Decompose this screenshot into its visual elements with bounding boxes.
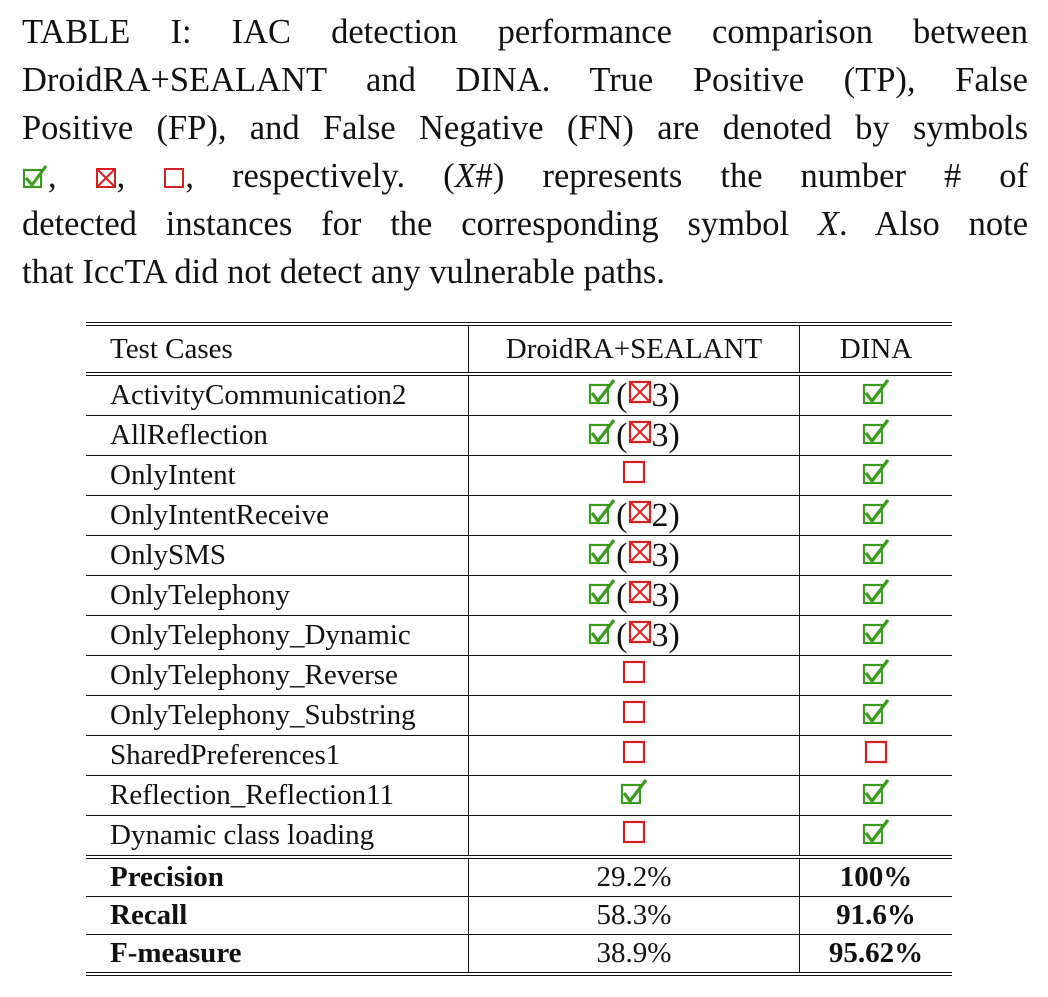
dina-result <box>800 816 953 858</box>
metric-droidra-value: 58.3% <box>469 897 800 935</box>
droidra-result <box>469 696 800 736</box>
table-row <box>86 616 952 656</box>
metric-dina-value: 91.6% <box>800 897 953 935</box>
checked-box-icon <box>862 419 890 453</box>
empty-box-icon <box>864 739 888 773</box>
caption-line-4 <box>22 152 1028 200</box>
test-case-name: OnlyTelephony <box>86 576 469 616</box>
dina-result <box>800 374 953 416</box>
results-table-container <box>86 322 952 976</box>
empty-box-icon <box>622 459 646 493</box>
table-body <box>86 374 952 974</box>
open-paren: ( <box>616 496 628 534</box>
table-row <box>86 816 952 858</box>
table-row <box>86 496 952 536</box>
checked-box-icon <box>588 379 616 413</box>
caption-line-2: DroidRA+SEALANT and DINA. True Positive (TP), False <box>22 61 1028 99</box>
checked-box-icon <box>862 579 890 613</box>
droidra-result <box>469 374 800 416</box>
dina-result <box>800 576 953 616</box>
test-case-name: SharedPreferences1 <box>86 736 469 776</box>
test-case-name: OnlyIntent <box>86 456 469 496</box>
table-row <box>86 736 952 776</box>
close-paren: ) <box>668 616 680 654</box>
dina-result <box>800 696 953 736</box>
test-case-name: OnlyTelephony_Substring <box>86 696 469 736</box>
test-case-name: OnlySMS <box>86 536 469 576</box>
droidra-result <box>469 416 800 456</box>
close-paren: ) <box>668 416 680 454</box>
open-paren: ( <box>616 536 628 574</box>
metric-droidra-value: 38.9% <box>469 935 800 975</box>
test-case-name: OnlyIntentReceive <box>86 496 469 536</box>
dina-result <box>800 496 953 536</box>
metric-label: Recall <box>86 897 469 935</box>
header-droidra: DroidRA+SEALANT <box>469 324 800 374</box>
droidra-result <box>469 496 800 536</box>
table-row <box>86 456 952 496</box>
table-header-row <box>86 324 952 374</box>
test-case-name: OnlyTelephony_Reverse <box>86 656 469 696</box>
checked-box-icon <box>588 539 616 573</box>
table-row <box>86 696 952 736</box>
checked-box-icon <box>588 499 616 533</box>
caption-line-4a: , respectively. ( <box>185 157 455 195</box>
checked-box-icon <box>588 419 616 453</box>
caption-var-x: X <box>454 157 476 195</box>
fp-symbol-icon <box>95 154 117 202</box>
caption-line-5 <box>22 200 1028 248</box>
open-paren: ( <box>616 416 628 454</box>
metric-row <box>86 857 952 897</box>
test-case-name: AllReflection <box>86 416 469 456</box>
table-row <box>86 374 952 416</box>
close-paren: ) <box>668 376 680 414</box>
checked-box-icon <box>862 459 890 493</box>
test-case-name: OnlyTelephony_Dynamic <box>86 616 469 656</box>
dina-result <box>800 656 953 696</box>
crossed-box-icon <box>628 619 652 653</box>
header-dina: DINA <box>839 332 913 365</box>
checked-box-icon <box>862 619 890 653</box>
empty-box-icon <box>622 819 646 853</box>
checked-box-icon <box>862 779 890 813</box>
empty-box-icon <box>622 739 646 773</box>
tp-symbol-icon <box>22 154 48 202</box>
header-test-cases: Test Cases <box>86 324 469 374</box>
caption-line-4b: represents the number # of <box>504 157 1028 195</box>
dina-result <box>800 736 953 776</box>
fp-count: 3 <box>651 576 669 614</box>
fp-count: 3 <box>651 416 669 454</box>
dina-result <box>800 776 953 816</box>
droidra-result <box>469 776 800 816</box>
fn-symbol-icon <box>163 154 185 202</box>
crossed-box-icon <box>628 539 652 573</box>
checked-box-icon <box>588 619 616 653</box>
caption-var-x2: X <box>817 205 839 243</box>
table-row <box>86 776 952 816</box>
dina-result <box>800 616 953 656</box>
caption-sep-2: , <box>116 157 126 195</box>
fp-count: 3 <box>651 616 669 654</box>
results-table <box>86 322 952 976</box>
crossed-box-icon <box>628 579 652 613</box>
droidra-result <box>469 456 800 496</box>
open-paren: ( <box>616 576 628 614</box>
checked-box-icon <box>862 539 890 573</box>
droidra-result <box>469 536 800 576</box>
droidra-result <box>469 616 800 656</box>
fp-count: 3 <box>651 536 669 574</box>
test-case-name: ActivityCommunication2 <box>86 374 469 416</box>
open-paren: ( <box>616 616 628 654</box>
fp-count: 3 <box>651 376 669 414</box>
close-paren: ) <box>668 576 680 614</box>
metric-row <box>86 897 952 935</box>
checked-box-icon <box>862 699 890 733</box>
caption-line-3: Positive (FP), and False Negative (FN) are denoted by symbols <box>22 109 1028 147</box>
dina-result <box>800 416 953 456</box>
metric-label: F-measure <box>86 935 469 975</box>
crossed-box-icon <box>628 379 652 413</box>
table-row <box>86 416 952 456</box>
empty-box-icon <box>622 699 646 733</box>
checked-box-icon <box>862 819 890 853</box>
close-paren: ) <box>668 496 680 534</box>
dina-result <box>800 456 953 496</box>
droidra-result <box>469 576 800 616</box>
test-case-name: Dynamic class loading <box>86 816 469 858</box>
metric-row <box>86 935 952 975</box>
metric-label: Precision <box>86 857 469 897</box>
empty-box-icon <box>622 659 646 693</box>
droidra-result <box>469 816 800 858</box>
droidra-result <box>469 656 800 696</box>
caption-line-1: TABLE I: IAC detection performance comparison between <box>22 13 1028 51</box>
metric-droidra-value: 29.2% <box>469 857 800 897</box>
table-caption <box>22 8 1028 296</box>
table-row <box>86 576 952 616</box>
caption-sep-1: , <box>48 157 57 195</box>
caption-hash: #) <box>475 157 505 195</box>
fp-count: 2 <box>651 496 669 534</box>
checked-box-icon <box>620 779 648 813</box>
table-row <box>86 656 952 696</box>
test-case-name: Reflection_Reflection11 <box>86 776 469 816</box>
close-paren: ) <box>668 536 680 574</box>
checked-box-icon <box>862 379 890 413</box>
checked-box-icon <box>862 659 890 693</box>
metric-dina-value: 100% <box>800 857 953 897</box>
dina-result <box>800 536 953 576</box>
crossed-box-icon <box>628 499 652 533</box>
checked-box-icon <box>862 499 890 533</box>
crossed-box-icon <box>628 419 652 453</box>
caption-line-5b: . Also note <box>838 205 1029 243</box>
caption-line-6: that IccTA did not detect any vulnerable paths. <box>22 253 665 291</box>
droidra-result <box>469 736 800 776</box>
open-paren: ( <box>616 376 628 414</box>
checked-box-icon <box>588 579 616 613</box>
caption-line-5a: detected instances for the corresponding symbol <box>22 205 818 243</box>
table-row <box>86 536 952 576</box>
metric-dina-value: 95.62% <box>800 935 953 975</box>
